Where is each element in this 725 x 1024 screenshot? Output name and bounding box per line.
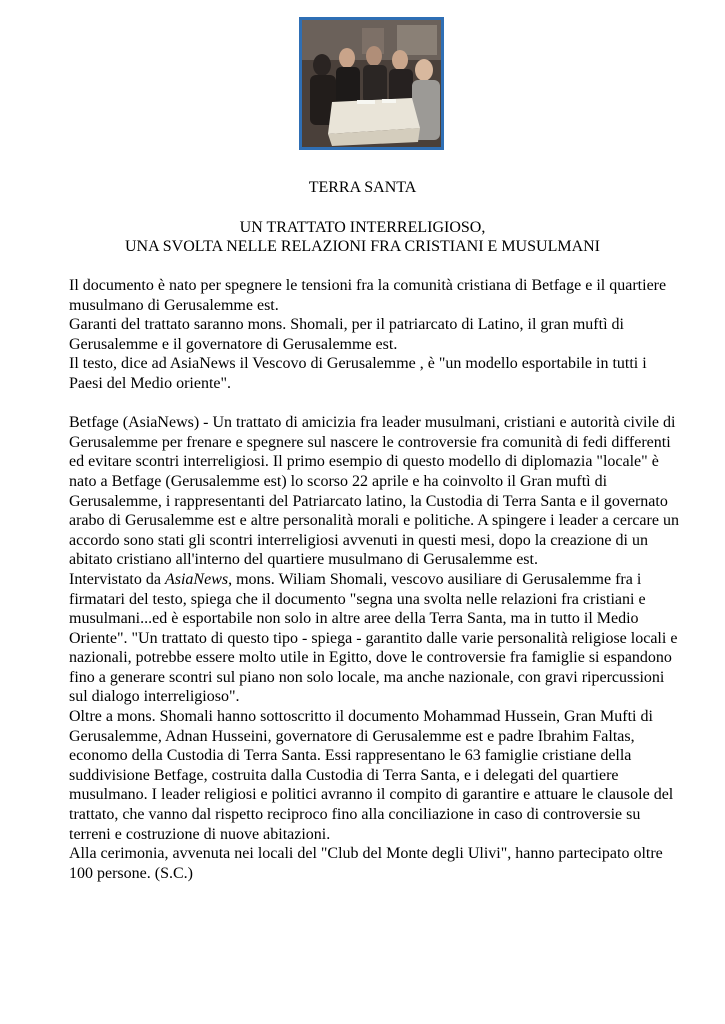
article-paragraph-1: Betfage (AsiaNews) - Un trattato di amicizia fra leader musulmani, cristiani e autorità civile di Gerusalemme per frenare e spegnere sul nascere le controversie fra comunità di fedi differenti ed evitare scontri interreligiosi. Il primo esempio di questo modello di diplomazia "locale" è nato a Betfage (Gerusalemme est) lo scorso 22 aprile e ha coinvolto il Gran muftì di Gerusalemme, i rappresentanti del Patriarcato latino, la Custodia di Terra Santa e il governato arabo di Gerusalemme est e altre personalità morali e politiche. A spingere i leader a cercare un accordo sono stati gli scontri interreligiosi avvenuti in questi mesi, dopo la creazione di un abitato cristiano all'interno del quartiere musulmano di Gerusalemme est. — [69, 414, 679, 569]
summary-paragraph-3: Il testo, dice ad AsiaNews il Vescovo di Gerusalemme , è "un modello esportabile in tutti i Paesi del Medio oriente". — [69, 355, 647, 392]
article-photo — [299, 17, 444, 150]
summary-paragraph-2: Garanti del trattato saranno mons. Shomali, per il patriarcato di Latino, il gran muftì di Gerusalemme e il governatore di Gerusalemme est. — [69, 316, 624, 353]
article-paragraph-4: Alla cerimonia, avvenuta nei locali del "Club del Monte degli Ulivi", hanno partecipato oltre 100 persone. (S.C.) — [69, 845, 663, 882]
title-line-1: UN TRATTATO INTERRELIGIOSO, — [239, 219, 486, 236]
photo-meeting-icon — [302, 20, 441, 147]
section-heading: TERRA SANTA — [308, 179, 417, 196]
article-paragraph-2 — [69, 570, 679, 707]
article-paragraph-2-prefix: Intervistato da — [69, 570, 165, 588]
paragraph-spacer — [69, 394, 679, 414]
summary-paragraph-1: Il documento è nato per spegnere le tensioni fra la comunità cristiana di Betfage e il quartiere musulmano di Gerusalemme est. — [69, 277, 667, 314]
article-paragraph-3: Oltre a mons. Shomali hanno sottoscritto il documento Mohammad Hussein, Gran Mufti di Gerusalemme, Adnan Husseini, governatore di Gerusalemme est e padre Ibrahim Faltas, economo della Custodia di Terra Santa. Essi rappresentano le 63 famiglie cristiane della suddivisione Betfage, costruita dalla Custodia di Terra Santa, e i delegati del quartiere musulmano. I leader religiosi e politici avranno il compito di garantire e attuare le clausole del trattato, che vanno dal rispetto reciproco fino alla conciliazione in caso di controversie su terreni e costruzione di nuove abitazioni. — [69, 708, 674, 843]
article-body — [69, 276, 679, 883]
asianews-italic: AsiaNews — [164, 570, 229, 588]
title-line-2: UNA SVOLTA NELLE RELAZIONI FRA CRISTIANI E MUSULMANI — [124, 238, 600, 255]
article-paragraph-2-rest: , mons. Wiliam Shomali, vescovo ausiliare di Gerusalemme fra i firmatari del testo, spiega che il documento "segna una svolta nelle relazioni fra cristiani e musulmani...ed è esportabile non solo in altre aree della Terra Santa, ma in tutto il Medio Oriente". "Un trattato di questo tipo - spiega - garantito dalle varie personalità religiose locali e nazionali, potrebbe essere molto utile in Egitto, dove le controversie fra famiglie si espandono fino a generare scontri sul piano non solo locale, ma anche nazionale, con gravi ripercussioni sul dialogo interreligioso". — [69, 570, 678, 706]
